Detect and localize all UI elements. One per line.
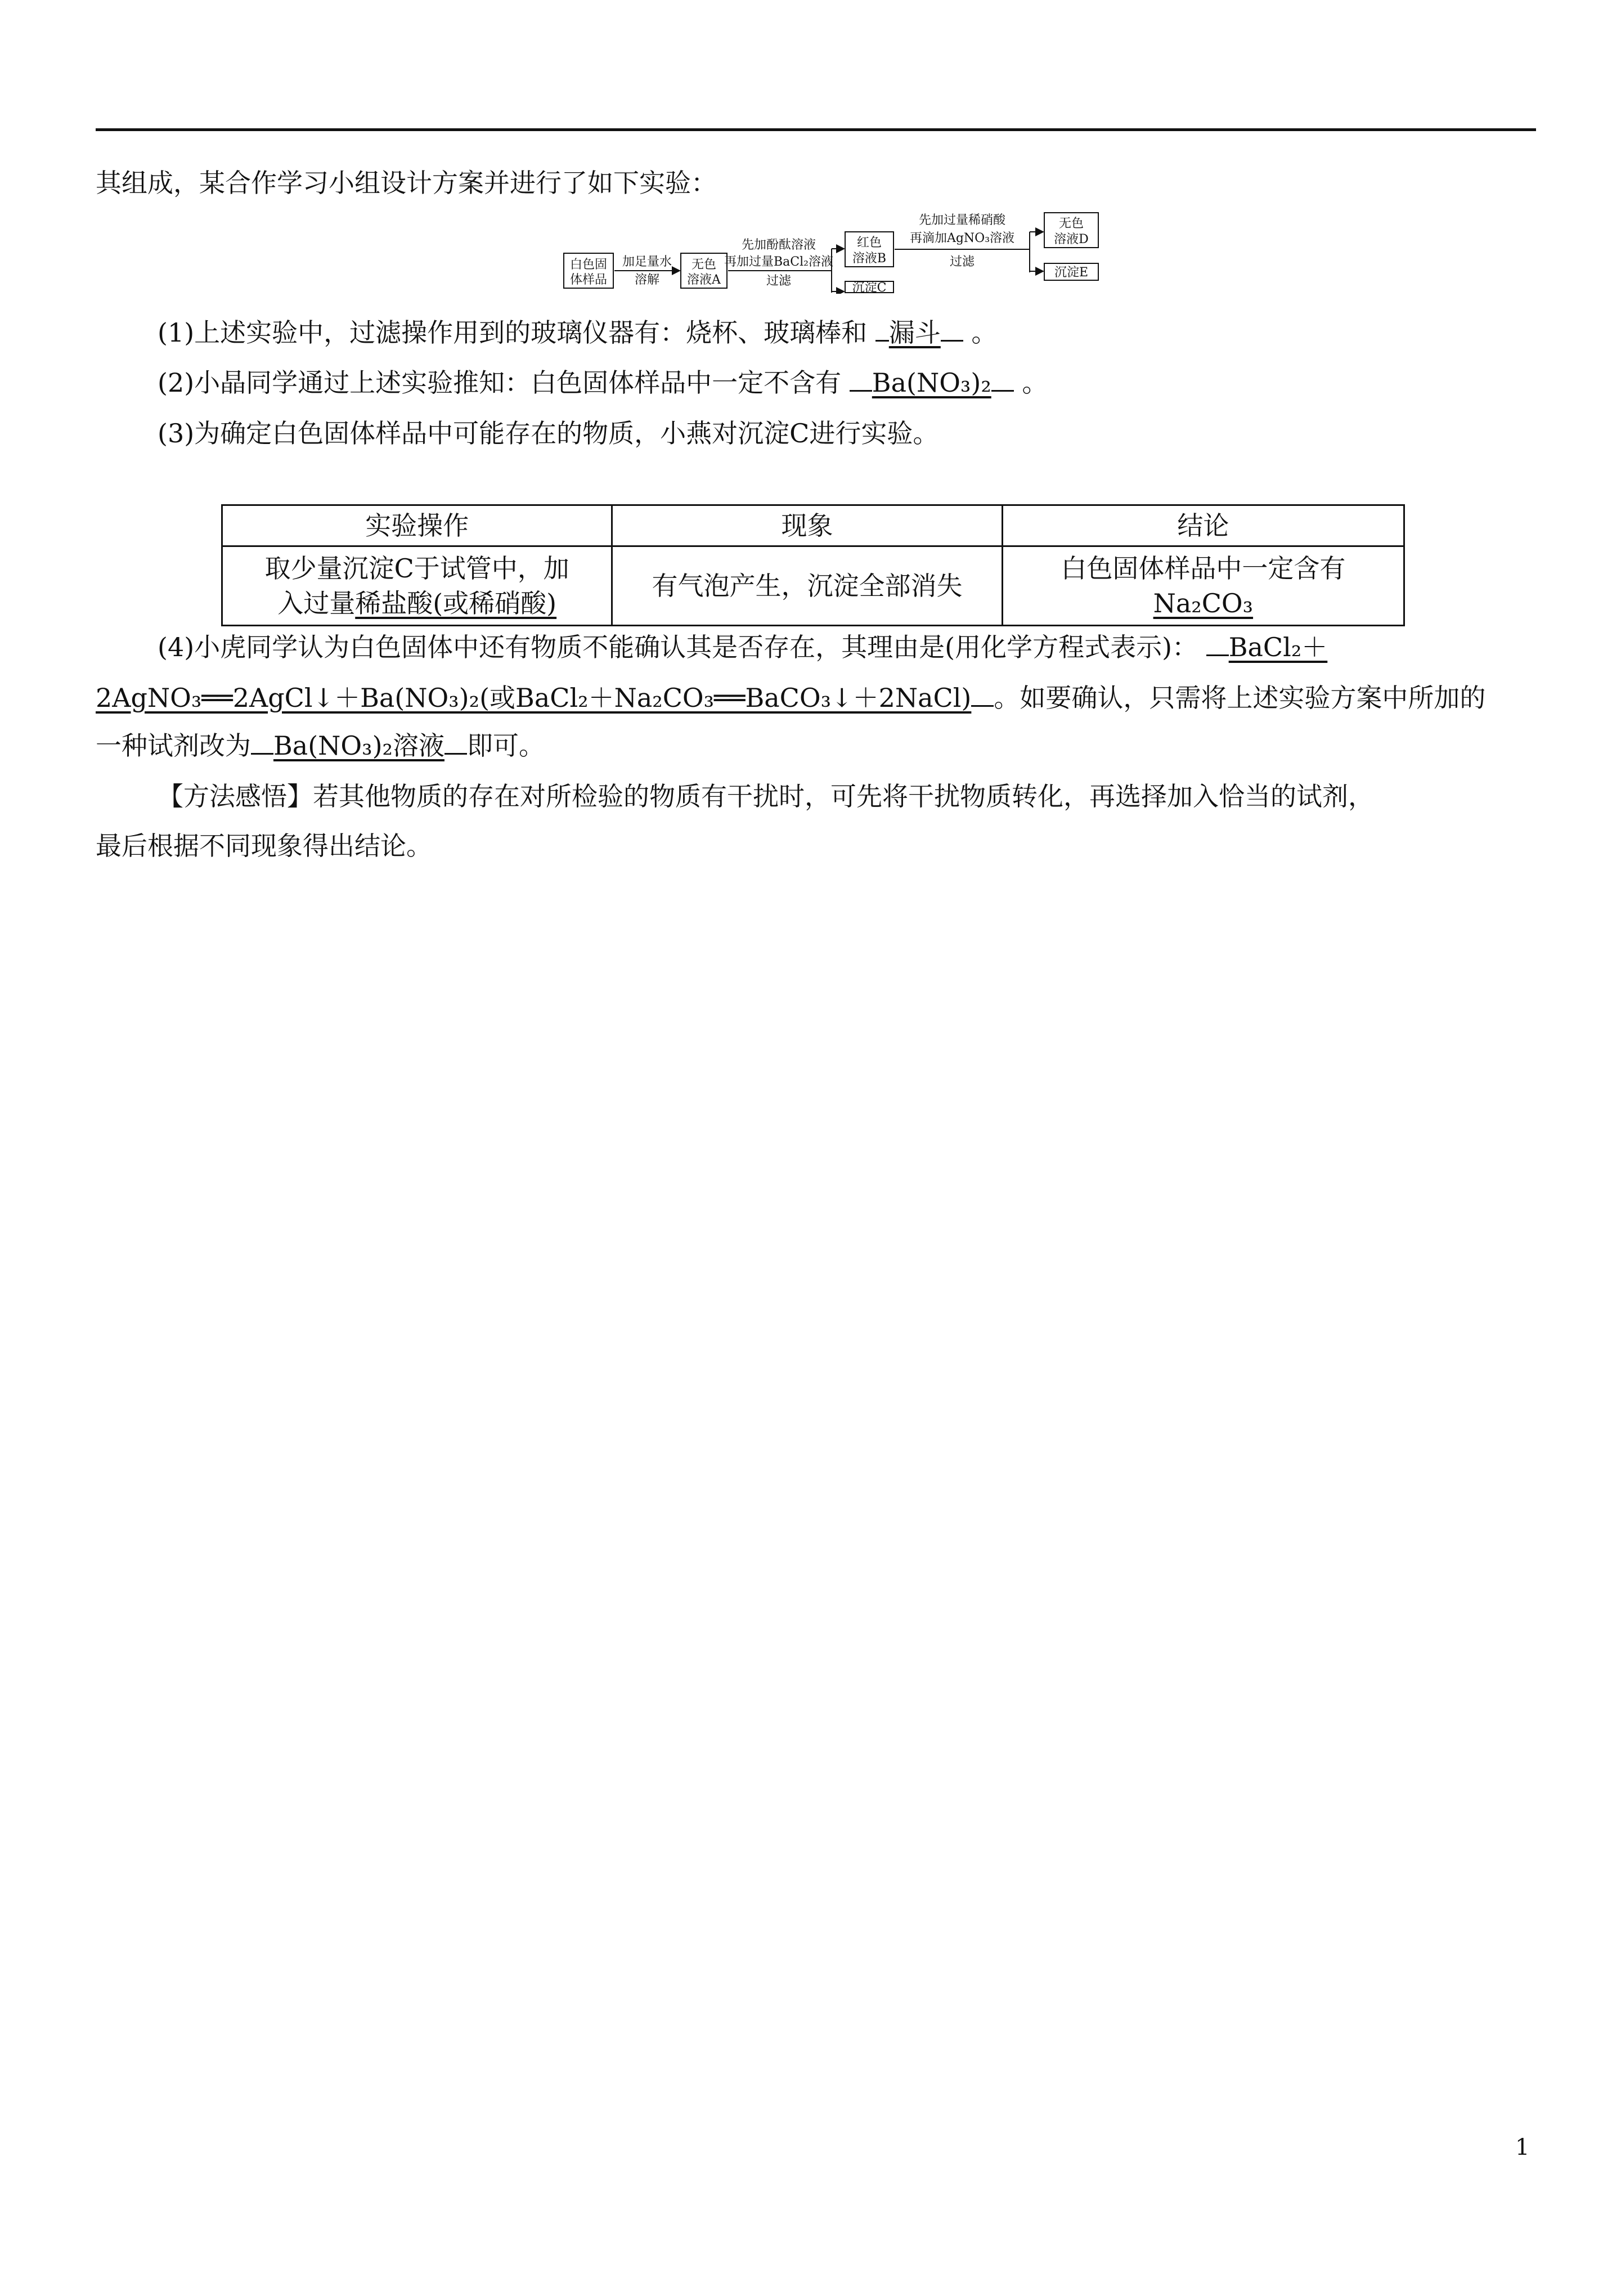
q2-blank-left <box>850 367 872 392</box>
q4-answer-part-2: 2AgNO₃══2AgCl↓＋Ba(NO₃)₂(或BaCl₂＋Na₂CO₃══BaCO₃↓＋2NaCl) <box>96 683 972 713</box>
solution-b-label-2: 溶液B <box>852 252 887 266</box>
q4-blank-3-right <box>444 730 467 755</box>
sample-label-2: 体样品 <box>569 273 608 287</box>
question-1 <box>158 313 997 352</box>
step3-label-1: 先加过量稀硝酸 <box>918 213 1006 227</box>
precipitate-e-label: 沉淀E <box>1054 266 1089 280</box>
conclusion-answer: Na₂CO₃ <box>1153 588 1254 618</box>
q1-end: 。 <box>971 317 998 348</box>
q4-after: 。如要确认，只需将上述实验方案中所加的 <box>994 683 1486 713</box>
step1-label-2: 溶解 <box>634 273 660 287</box>
solution-b-label-1: 红色 <box>856 236 882 250</box>
q4-line3-end: 即可。 <box>466 730 545 761</box>
q2-answer: Ba(NO₃)₂ <box>872 367 991 398</box>
question-4-line-1 <box>158 627 1327 667</box>
step3-label-3: 过滤 <box>949 255 975 269</box>
step2-label-3: 过滤 <box>766 274 792 288</box>
cell-phenomenon: 有气泡产生，沉淀全部消失 <box>612 546 1002 626</box>
step2-label-2: 再加过量BaCl₂溶液 <box>724 255 833 269</box>
intro-text: 其组成，某合作学习小组设计方案并进行了如下实验： <box>96 168 717 198</box>
solution-d-label-2: 溶液D <box>1054 232 1089 246</box>
q4-line3-start: 一种试剂改为 <box>96 730 251 761</box>
operation-plain: 入过量 <box>277 588 356 618</box>
header-operation: 实验操作 <box>222 505 612 546</box>
q1-text: (1)上述实验中，过滤操作用到的玻璃仪器有：烧杯、玻璃棒和 <box>158 317 868 348</box>
question-4-line-3 <box>96 726 545 765</box>
question-3: (3)为确定白色固体样品中可能存在的物质，小燕对沉淀C进行实验。 <box>158 418 939 449</box>
operation-line-1: 取少量沉淀C于试管中，加 <box>264 553 569 584</box>
operation-answer: 稀盐酸(或稀硝酸) <box>355 588 557 618</box>
q4-blank-3-left <box>251 730 273 755</box>
q2-end: 。 <box>1022 367 1048 398</box>
conclusion-line-1: 白色固体样品中一定含有 <box>1061 553 1346 584</box>
sample-label-1: 白色固 <box>569 258 608 272</box>
solution-a-label-1: 无色 <box>691 258 717 272</box>
q1-blank-right <box>941 317 963 342</box>
operation-line-2 <box>228 586 605 621</box>
table-header-row <box>222 505 1404 546</box>
experiment-flow-diagram <box>563 209 1148 294</box>
q1-blank-left <box>875 317 889 342</box>
cell-conclusion <box>1002 546 1404 626</box>
question-4-line-2 <box>96 678 1485 718</box>
step3-label-2: 再滴加AgNO₃溶液 <box>909 231 1015 245</box>
question-2 <box>158 363 1048 402</box>
q1-answer: 漏斗 <box>888 317 941 348</box>
method-line-2: 最后根据不同现象得出结论。 <box>96 831 432 861</box>
q4-blank-right <box>971 683 994 707</box>
q2-blank-right <box>991 367 1014 392</box>
q4-answer-3: Ba(NO₃)₂溶液 <box>273 730 444 761</box>
precipitate-c-label: 沉淀C <box>852 281 887 294</box>
q2-text: (2)小晶同学通过上述实验推知：白色固体样品中一定不含有 <box>158 367 842 398</box>
method-line-1: 【方法感悟】若其他物质的存在对所检验的物质有干扰时，可先将干扰物质转化，再选择加入恰当的试剂， <box>158 781 1374 811</box>
step2-label-1: 先加酚酞溶液 <box>741 238 816 252</box>
experiment-table <box>221 504 1405 626</box>
flow-svg <box>563 209 1148 294</box>
table-row <box>222 546 1404 626</box>
q4-answer-part-1: BaCl₂＋ <box>1228 632 1328 662</box>
header-phenomenon: 现象 <box>612 505 1002 546</box>
header-conclusion: 结论 <box>1002 505 1404 546</box>
q4-text: (4)小虎同学认为白色固体中还有物质不能确认其是否存在，其理由是(用化学方程式表示)： <box>158 632 1198 662</box>
cell-operation <box>222 546 612 626</box>
page-number: 1 <box>1515 2134 1530 2160</box>
step1-label-1: 加足量水 <box>622 255 672 269</box>
solution-d-label-1: 无色 <box>1058 217 1084 231</box>
header-rule <box>96 128 1536 131</box>
solution-a-label-2: 溶液A <box>687 273 721 287</box>
q4-blank-left <box>1206 632 1229 656</box>
